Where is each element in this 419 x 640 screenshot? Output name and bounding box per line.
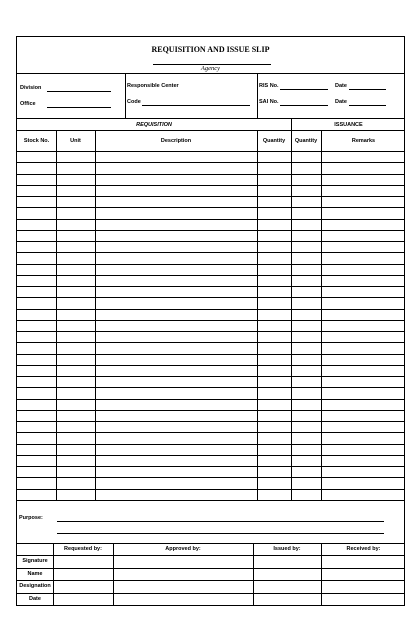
column-header-top: [17, 130, 404, 131]
issued-by-header: Issued by:: [273, 546, 301, 552]
division-label: Division: [20, 85, 42, 91]
table-row[interactable]: [17, 410, 404, 411]
section-divider: [291, 118, 292, 130]
agency-label: Agency: [200, 65, 221, 72]
table-row[interactable]: [17, 376, 404, 377]
table-row[interactable]: [17, 342, 404, 343]
issuance-header: ISSUANCE: [334, 122, 363, 128]
table-row[interactable]: [17, 196, 404, 197]
table-row[interactable]: [17, 387, 404, 388]
info-top-border: [17, 73, 404, 74]
info-divider-1: [125, 73, 126, 118]
col-stock-no: Stock No.: [23, 138, 50, 144]
column-divider: [95, 130, 96, 500]
sai-no-field[interactable]: [280, 105, 328, 106]
table-row[interactable]: [17, 162, 404, 163]
table-row[interactable]: [17, 207, 404, 208]
sai-no-label: SAI No.: [259, 99, 279, 105]
table-row[interactable]: [17, 477, 404, 478]
name-label: Name: [27, 570, 43, 577]
col-unit: Unit: [70, 138, 81, 144]
signature-cell[interactable]: [254, 594, 320, 605]
signature-cell[interactable]: [114, 594, 252, 605]
signature-top-border: [17, 543, 404, 544]
table-row[interactable]: [17, 286, 404, 287]
office-label: Office: [20, 101, 36, 107]
signature-cell[interactable]: [114, 569, 252, 580]
division-field[interactable]: [47, 91, 111, 92]
table-row[interactable]: [17, 297, 404, 298]
section-top-border: [17, 118, 404, 119]
signature-cell[interactable]: [54, 581, 112, 592]
table-row[interactable]: [17, 275, 404, 276]
purpose-field-line-2[interactable]: [57, 533, 384, 534]
purpose-label: Purpose:: [19, 515, 43, 521]
column-divider: [257, 130, 258, 500]
approved-by-header: Approved by:: [165, 546, 201, 552]
column-divider: [321, 130, 322, 500]
date-field-2[interactable]: [349, 105, 386, 106]
table-row[interactable]: [17, 185, 404, 186]
code-label: Code: [127, 99, 141, 105]
requisition-slip-form: [16, 36, 405, 606]
designation-label: Designation: [19, 583, 51, 589]
table-row[interactable]: [17, 320, 404, 321]
table-row[interactable]: [17, 331, 404, 332]
table-row[interactable]: [17, 252, 404, 253]
responsible-center-label: Responsible Center: [127, 83, 179, 89]
column-header-bottom: [17, 151, 404, 152]
column-divider: [56, 130, 57, 500]
signature-cell[interactable]: [114, 556, 252, 567]
code-field[interactable]: [142, 105, 250, 106]
table-row[interactable]: [17, 444, 404, 445]
col-remarks: Remarks: [351, 138, 376, 144]
signature-cell[interactable]: [322, 581, 405, 592]
table-row[interactable]: [17, 365, 404, 366]
date-field-1[interactable]: [349, 89, 386, 90]
date-label-1: Date: [335, 83, 347, 89]
signature-label: Signature: [22, 558, 48, 564]
table-row[interactable]: [17, 432, 404, 433]
table-row[interactable]: [17, 174, 404, 175]
info-divider-2: [257, 73, 258, 118]
table-row[interactable]: [17, 309, 404, 310]
table-row[interactable]: [17, 264, 404, 265]
date-label-2: Date: [335, 99, 347, 105]
col-quantity-iss: Quantity: [294, 138, 318, 144]
ris-no-label: RIS No.: [259, 83, 279, 89]
signature-cell[interactable]: [54, 569, 112, 580]
office-field[interactable]: [47, 107, 111, 108]
table-row[interactable]: [17, 219, 404, 220]
signature-cell[interactable]: [114, 581, 252, 592]
purpose-field-line-1[interactable]: [57, 521, 384, 522]
signature-cell[interactable]: [254, 556, 320, 567]
table-row[interactable]: [17, 489, 404, 490]
signature-cell[interactable]: [322, 569, 405, 580]
received-by-header: Received by:: [346, 546, 381, 552]
signature-cell[interactable]: [322, 594, 405, 605]
column-divider: [291, 130, 292, 500]
table-row[interactable]: [17, 354, 404, 355]
col-quantity-req: Quantity: [262, 138, 286, 144]
signature-cell[interactable]: [322, 556, 405, 567]
signature-cell[interactable]: [54, 594, 112, 605]
form-title: REQUISITION AND ISSUE SLIP: [151, 45, 270, 54]
table-row[interactable]: [17, 455, 404, 456]
requested-by-header: Requested by:: [64, 546, 102, 552]
table-row[interactable]: [17, 466, 404, 467]
table-row[interactable]: [17, 241, 404, 242]
ris-no-field[interactable]: [280, 89, 328, 90]
table-row[interactable]: [17, 421, 404, 422]
signature-cell[interactable]: [254, 581, 320, 592]
requisition-header: REQUISITION: [136, 122, 172, 128]
date-label: Date: [29, 595, 41, 602]
col-description: Description: [160, 138, 192, 144]
table-row[interactable]: [17, 500, 404, 501]
table-row[interactable]: [17, 230, 404, 231]
signature-cell[interactable]: [54, 556, 112, 567]
signature-cell[interactable]: [254, 569, 320, 580]
table-row[interactable]: [17, 399, 404, 400]
